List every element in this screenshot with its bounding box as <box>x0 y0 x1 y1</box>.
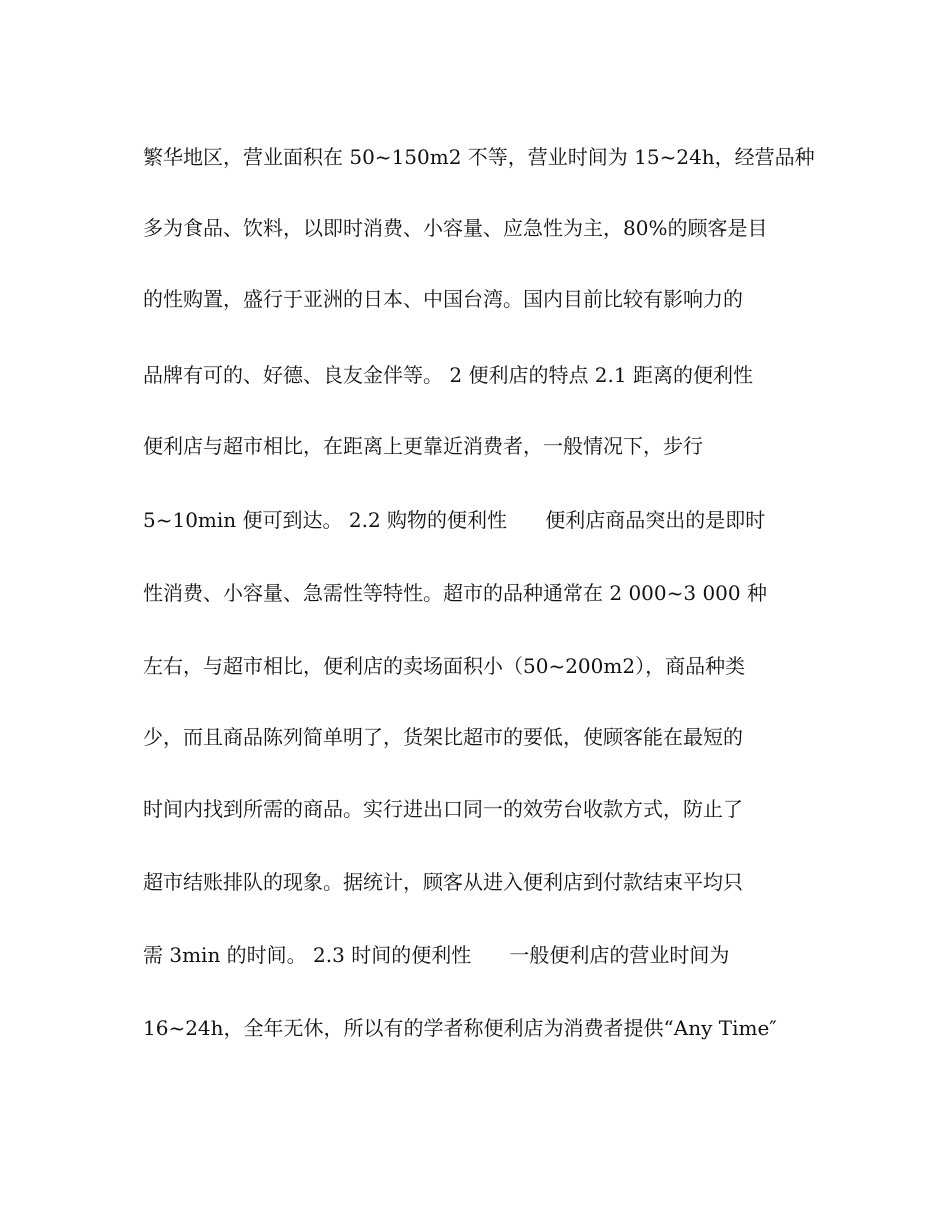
text-line-5: 便利店与超市相比，在距离上更靠近消费者，一般情况下，步行 <box>143 434 703 458</box>
text-line-4: 品牌有可的、好德、良友金伴等。 2 便利店的特点 2.1 距离的便利性 <box>143 363 753 387</box>
text-line-8: 左右，与超市相比，便利店的卖场面积小（50~200m2），商品种类 <box>143 654 746 678</box>
text-line-1: 繁华地区，营业面积在 50~150m2 不等，营业时间为 15~24h，经营品种 <box>143 145 815 169</box>
text-line-13: 16~24h，全年无休，所以有的学者称便利店为消费者提供“Any Time″ <box>143 1016 777 1040</box>
text-line-3: 的性购置，盛行于亚洲的日本、中国台湾。国内目前比较有影响力的 <box>143 287 743 311</box>
text-line-10: 时间内找到所需的商品。实行进出口同一的效劳台收款方式，防止了 <box>143 797 743 821</box>
text-line-7: 性消费、小容量、急需性等特性。超市的品种通常在 2 000~3 000 种 <box>143 581 767 605</box>
text-line-11: 超市结账排队的现象。据统计，顾客从进入便利店到付款结束平均只 <box>143 870 743 894</box>
text-line-6: 5~10min 便可到达。 2.2 购物的便利性 便利店商品突出的是即时 <box>143 508 766 532</box>
text-line-9: 少，而且商品陈列简单明了，货架比超市的要低，使顾客能在最短的 <box>143 725 743 749</box>
text-line-12: 需 3min 的时间。 2.3 时间的便利性 一般便利店的营业时间为 <box>143 943 730 967</box>
text-line-2: 多为食品、饮料，以即时消费、小容量、应急性为主，80%的顾客是目 <box>143 216 768 240</box>
